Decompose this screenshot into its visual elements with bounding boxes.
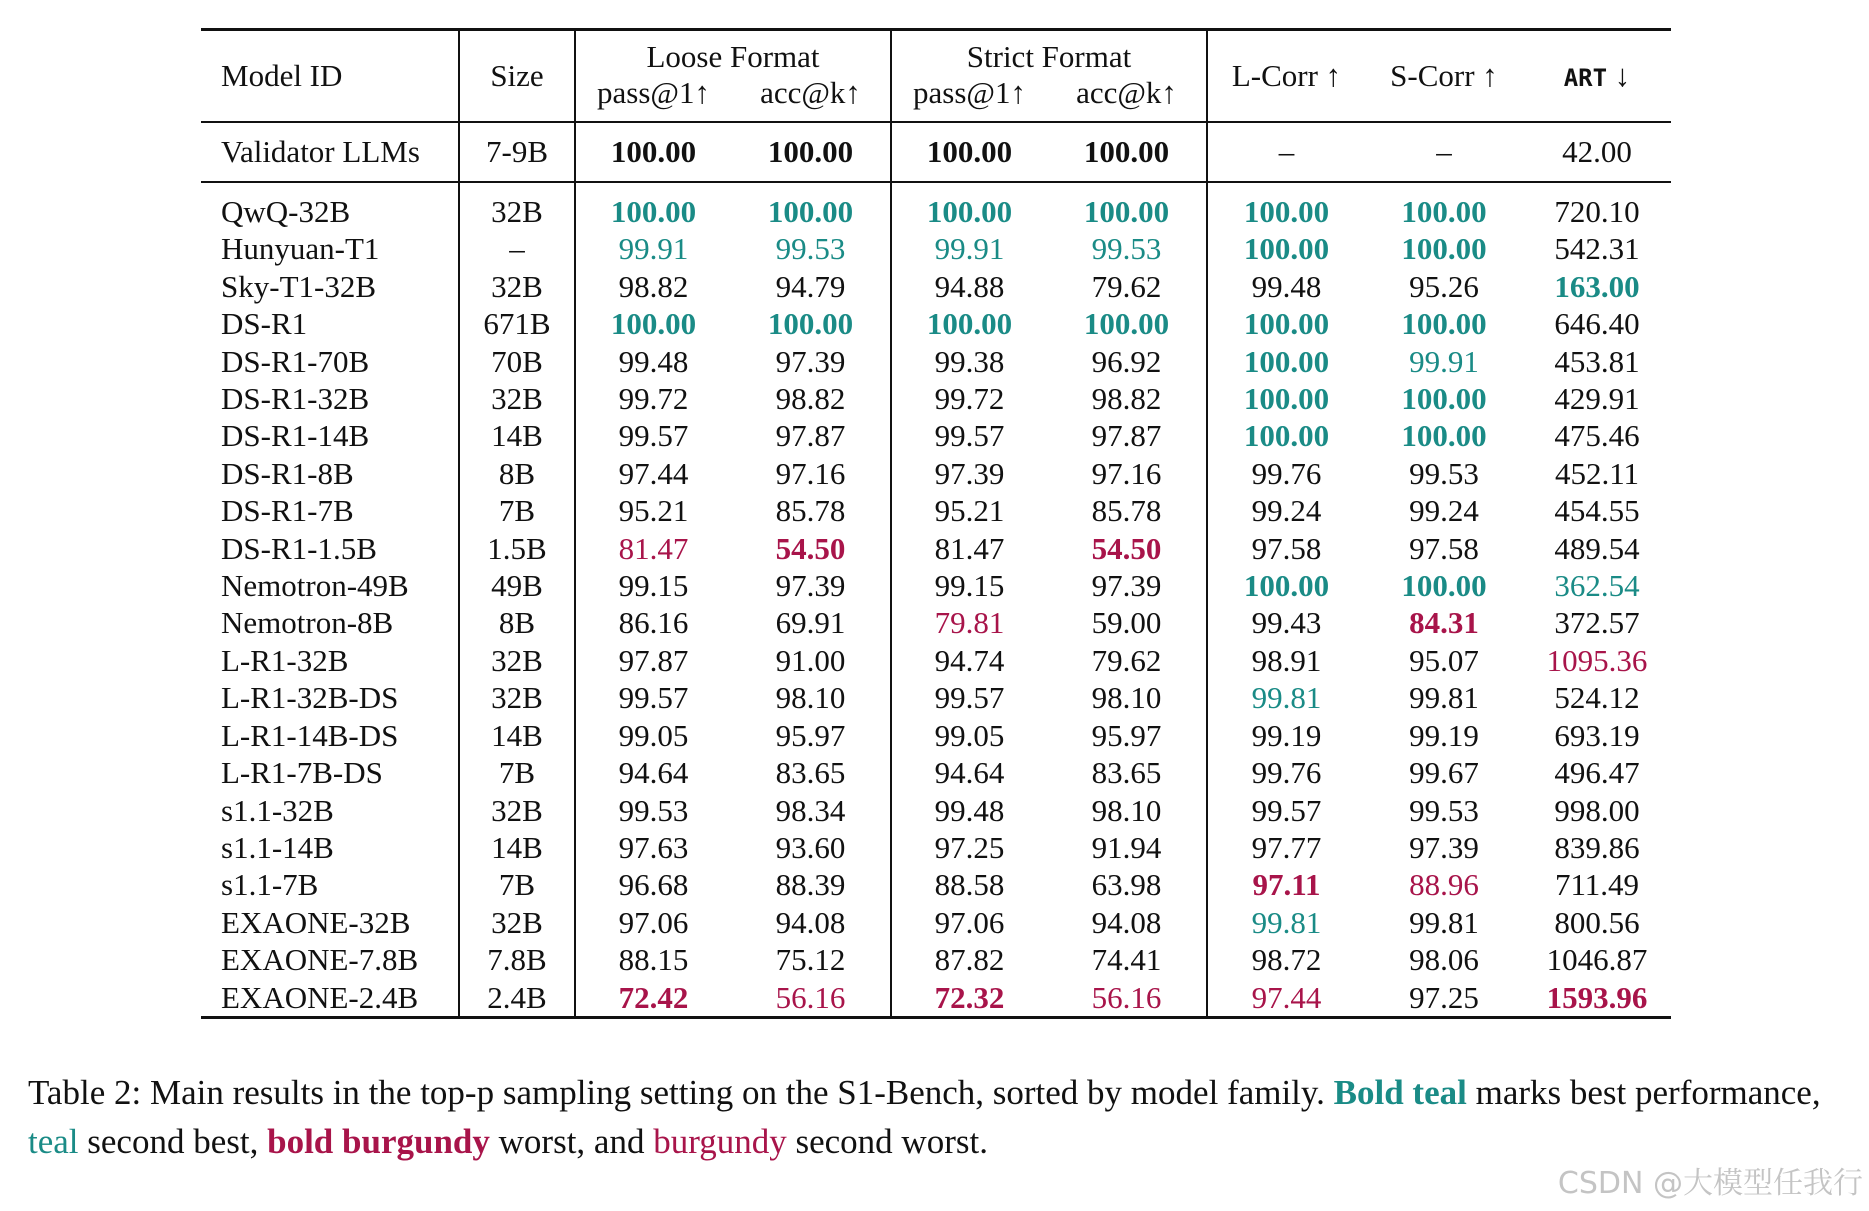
cell-art: 800.56 <box>1554 904 1640 940</box>
caption-bold-burgundy: bold burgundy <box>267 1122 490 1161</box>
validator-loose-pass1: 100.00 <box>610 134 697 169</box>
cell-art: 998.00 <box>1554 792 1640 828</box>
caption-text-5: second worst. <box>786 1122 988 1161</box>
cell-size: 32B <box>459 193 575 230</box>
cell-loose-acck: 69.91 <box>731 604 891 641</box>
cell-loose-pass1: 95.21 <box>618 493 689 529</box>
cell-loose-pass1: 81.47 <box>618 530 689 566</box>
cell-strict-pass1: 72.32 <box>934 979 1005 1015</box>
table-row <box>201 904 1671 941</box>
cell-l-corr: 97.11 <box>1252 867 1321 903</box>
cell-loose-acck: 97.16 <box>731 455 891 492</box>
cell-size: 32B <box>459 268 575 305</box>
caption-teal: teal <box>28 1122 79 1161</box>
cell-size: 49B <box>459 567 575 604</box>
cell-loose-pass1: 86.16 <box>618 605 689 641</box>
cell-s-corr: 84.31 <box>1409 605 1479 641</box>
cell-size: 7.8B <box>459 941 575 978</box>
header-strict-pass1: pass@1↑ <box>913 75 1026 110</box>
cell-art: 496.47 <box>1554 755 1640 791</box>
cell-loose-pass1: 97.44 <box>618 455 689 491</box>
caption-text-1: Table 2: Main results in the top-p sampling setting on the S1-Bench, sorted by model family. <box>28 1073 1334 1112</box>
caption-bold-teal: Bold teal <box>1333 1073 1467 1112</box>
cell-loose-pass1: 96.68 <box>618 867 689 903</box>
cell-strict-pass1: 88.58 <box>934 867 1005 903</box>
cell-art: 475.46 <box>1554 418 1640 454</box>
cell-size: 7B <box>459 492 575 529</box>
caption-text-3: second best, <box>78 1122 268 1161</box>
cell-loose-acck: 94.79 <box>731 268 891 305</box>
cell-loose-pass1: 97.63 <box>618 829 689 865</box>
cell-strict-pass1: 100.00 <box>926 194 1013 229</box>
cell-loose-pass1: 99.57 <box>618 680 689 716</box>
cell-size: 14B <box>459 417 575 454</box>
cell-model: DS-R1 <box>201 305 459 342</box>
cell-loose-acck: 98.10 <box>731 679 891 716</box>
cell-s-corr: 99.19 <box>1409 717 1479 753</box>
cell-art: 711.49 <box>1554 867 1640 903</box>
cell-model: DS-R1-32B <box>201 380 459 417</box>
cell-strict-pass1: 97.06 <box>934 904 1005 940</box>
table-row <box>201 380 1671 417</box>
cell-art: 542.31 <box>1554 231 1640 267</box>
cell-l-corr: 100.00 <box>1243 231 1330 267</box>
spacer-row <box>201 182 1671 193</box>
cell-size: 7B <box>459 866 575 903</box>
cell-loose-acck: 100.00 <box>731 193 891 230</box>
cell-loose-acck: 83.65 <box>731 754 891 791</box>
cell-loose-acck: 75.12 <box>731 941 891 978</box>
cell-size: 8B <box>459 604 575 641</box>
cell-loose-pass1: 98.82 <box>618 268 689 304</box>
caption-text-2: marks best performance, <box>1466 1073 1821 1112</box>
cell-size: 32B <box>459 904 575 941</box>
cell-loose-pass1: 100.00 <box>610 194 697 229</box>
cell-s-corr: 97.25 <box>1409 979 1479 1015</box>
cell-art: 453.81 <box>1554 343 1640 379</box>
caption-burgundy: burgundy <box>653 1122 787 1161</box>
cell-strict-acck: 98.10 <box>1047 679 1207 716</box>
cell-l-corr: 100.00 <box>1243 343 1330 379</box>
cell-strict-acck: 59.00 <box>1047 604 1207 641</box>
cell-s-corr: 99.53 <box>1409 455 1479 491</box>
cell-s-corr: 97.39 <box>1409 829 1479 865</box>
cell-s-corr: 97.58 <box>1409 530 1479 566</box>
cell-strict-acck: 94.08 <box>1047 904 1207 941</box>
cell-strict-acck: 98.82 <box>1047 380 1207 417</box>
cell-strict-pass1: 94.74 <box>934 642 1005 678</box>
header-model-id: Model ID <box>201 30 459 123</box>
table-row <box>201 417 1671 454</box>
cell-art: 720.10 <box>1554 194 1640 229</box>
cell-loose-acck: 88.39 <box>731 866 891 903</box>
cell-strict-acck: 100.00 <box>1047 193 1207 230</box>
cell-loose-acck: 56.16 <box>731 979 891 1018</box>
results-table-container <box>201 28 1671 1019</box>
cell-l-corr: 98.72 <box>1251 942 1322 978</box>
cell-strict-pass1: 99.38 <box>934 343 1005 379</box>
cell-l-corr: 99.48 <box>1251 268 1322 304</box>
cell-strict-acck: 95.97 <box>1047 717 1207 754</box>
cell-strict-acck: 97.87 <box>1047 417 1207 454</box>
cell-size: 32B <box>459 380 575 417</box>
cell-l-corr: 99.19 <box>1251 717 1322 753</box>
cell-l-corr: 99.81 <box>1251 680 1322 716</box>
header-loose-pass1: pass@1↑ <box>597 75 710 110</box>
cell-loose-pass1: 99.57 <box>618 418 689 454</box>
cell-art: 693.19 <box>1554 717 1640 753</box>
cell-s-corr: 100.00 <box>1401 568 1487 604</box>
cell-l-corr: 99.43 <box>1251 605 1322 641</box>
validator-strict-pass1: 100.00 <box>926 134 1013 169</box>
cell-s-corr: 100.00 <box>1401 381 1487 417</box>
cell-l-corr: 100.00 <box>1243 568 1330 604</box>
cell-strict-acck: 99.53 <box>1047 230 1207 267</box>
cell-art: 1593.96 <box>1546 979 1648 1015</box>
cell-l-corr: 97.44 <box>1251 979 1322 1015</box>
table-row <box>201 343 1671 380</box>
table-row <box>201 305 1671 342</box>
cell-s-corr: 99.67 <box>1409 755 1479 791</box>
cell-loose-acck: 95.97 <box>731 717 891 754</box>
cell-loose-pass1: 97.87 <box>618 642 689 678</box>
cell-strict-pass1: 99.15 <box>934 568 1005 604</box>
cell-art: 362.54 <box>1554 568 1640 604</box>
header-strict-format: Strict Format <box>891 30 1207 76</box>
cell-art: 489.54 <box>1554 530 1640 566</box>
cell-s-corr: 100.00 <box>1401 231 1487 267</box>
table-body <box>201 193 1671 1017</box>
cell-strict-acck: 85.78 <box>1047 492 1207 529</box>
cell-strict-acck: 97.39 <box>1047 567 1207 604</box>
cell-s-corr: 99.24 <box>1409 493 1479 529</box>
cell-l-corr: 99.81 <box>1251 904 1322 940</box>
cell-s-corr: 95.07 <box>1409 642 1479 678</box>
cell-size: 8B <box>459 455 575 492</box>
cell-loose-acck: 94.08 <box>731 904 891 941</box>
cell-size: 32B <box>459 642 575 679</box>
results-table <box>201 28 1671 1019</box>
cell-strict-acck: 91.94 <box>1047 829 1207 866</box>
cell-s-corr: 99.81 <box>1409 680 1479 716</box>
cell-strict-pass1: 97.25 <box>934 829 1005 865</box>
cell-s-corr: 99.91 <box>1409 343 1479 379</box>
watermark: CSDN @大模型任我行 <box>1557 1166 1863 1201</box>
validator-strict-acck: 100.00 <box>1047 122 1207 182</box>
cell-model: L-R1-32B <box>201 642 459 679</box>
cell-l-corr: 100.00 <box>1243 381 1330 417</box>
cell-loose-pass1: 100.00 <box>610 306 697 342</box>
cell-strict-pass1: 79.81 <box>934 605 1005 641</box>
cell-size: 70B <box>459 343 575 380</box>
table-row <box>201 754 1671 791</box>
cell-art: 524.12 <box>1554 680 1640 716</box>
cell-loose-acck: 100.00 <box>731 305 891 342</box>
header-art <box>1523 30 1671 123</box>
header-s-corr: S-Corr ↑ <box>1390 58 1498 93</box>
cell-loose-acck: 54.50 <box>731 530 891 567</box>
table-row <box>201 268 1671 305</box>
cell-s-corr: 95.26 <box>1409 268 1479 304</box>
validator-s-corr: – <box>1436 134 1452 169</box>
cell-model: Hunyuan-T1 <box>201 230 459 267</box>
cell-strict-acck: 56.16 <box>1047 979 1207 1018</box>
table-row <box>201 866 1671 903</box>
table-row <box>201 717 1671 754</box>
cell-strict-acck: 98.10 <box>1047 792 1207 829</box>
cell-size: – <box>459 230 575 267</box>
cell-s-corr: 100.00 <box>1401 194 1487 229</box>
validator-size: 7-9B <box>459 122 575 182</box>
cell-size: 32B <box>459 792 575 829</box>
cell-loose-pass1: 99.05 <box>618 717 689 753</box>
cell-l-corr: 99.24 <box>1251 493 1322 529</box>
cell-strict-acck: 63.98 <box>1047 866 1207 903</box>
cell-strict-pass1: 99.48 <box>934 792 1005 828</box>
cell-strict-acck: 100.00 <box>1047 305 1207 342</box>
cell-art: 1095.36 <box>1546 642 1648 678</box>
header-size: Size <box>459 30 575 123</box>
cell-strict-acck: 83.65 <box>1047 754 1207 791</box>
header-l-corr: L-Corr ↑ <box>1231 58 1342 93</box>
cell-strict-acck: 96.92 <box>1047 343 1207 380</box>
cell-s-corr: 98.06 <box>1409 942 1479 978</box>
cell-strict-pass1: 97.39 <box>934 455 1005 491</box>
cell-model: DS-R1-70B <box>201 343 459 380</box>
cell-l-corr: 98.91 <box>1251 642 1322 678</box>
cell-strict-pass1: 95.21 <box>934 493 1005 529</box>
cell-strict-acck: 79.62 <box>1047 268 1207 305</box>
cell-art: 454.55 <box>1554 493 1640 529</box>
cell-art: 839.86 <box>1554 829 1640 865</box>
cell-s-corr: 100.00 <box>1401 306 1487 342</box>
table-row <box>201 455 1671 492</box>
cell-l-corr: 100.00 <box>1243 194 1330 229</box>
table-row <box>201 829 1671 866</box>
cell-strict-pass1: 99.91 <box>934 231 1005 267</box>
cell-model: L-R1-32B-DS <box>201 679 459 716</box>
cell-size: 14B <box>459 829 575 866</box>
table-caption <box>28 1068 1848 1166</box>
cell-model: Nemotron-8B <box>201 604 459 641</box>
cell-size: 671B <box>459 305 575 342</box>
cell-l-corr: 99.76 <box>1251 455 1322 491</box>
cell-size: 1.5B <box>459 530 575 567</box>
cell-model: DS-R1-14B <box>201 417 459 454</box>
cell-model: EXAONE-7.8B <box>201 941 459 978</box>
cell-loose-pass1: 97.06 <box>618 904 689 940</box>
cell-size: 2.4B <box>459 979 575 1018</box>
cell-s-corr: 99.81 <box>1409 904 1479 940</box>
cell-art: 372.57 <box>1554 605 1640 641</box>
cell-model: s1.1-7B <box>201 866 459 903</box>
cell-l-corr: 99.57 <box>1251 792 1322 828</box>
cell-loose-pass1: 99.15 <box>618 568 689 604</box>
cell-l-corr: 97.77 <box>1251 829 1322 865</box>
cell-l-corr: 100.00 <box>1243 418 1330 454</box>
header-loose-acck: acc@k↑ <box>731 75 891 122</box>
cell-s-corr: 99.53 <box>1409 792 1479 828</box>
cell-loose-acck: 93.60 <box>731 829 891 866</box>
cell-model: EXAONE-2.4B <box>201 979 459 1018</box>
cell-strict-pass1: 99.72 <box>934 381 1005 417</box>
cell-size: 32B <box>459 679 575 716</box>
validator-row <box>201 122 1671 182</box>
cell-strict-pass1: 94.88 <box>934 268 1005 304</box>
cell-model: DS-R1-7B <box>201 492 459 529</box>
cell-model: L-R1-14B-DS <box>201 717 459 754</box>
table-row <box>201 604 1671 641</box>
table-row <box>201 792 1671 829</box>
cell-model: EXAONE-32B <box>201 904 459 941</box>
cell-loose-pass1: 99.72 <box>618 381 689 417</box>
cell-strict-pass1: 94.64 <box>934 755 1005 791</box>
cell-model: DS-R1-8B <box>201 455 459 492</box>
cell-art: 646.40 <box>1554 306 1640 342</box>
cell-loose-acck: 97.39 <box>731 343 891 380</box>
header-art-arrow: ↓ <box>1607 58 1631 93</box>
cell-art: 1046.87 <box>1546 942 1648 978</box>
table-row <box>201 530 1671 567</box>
cell-size: 14B <box>459 717 575 754</box>
table-row <box>201 979 1671 1018</box>
cell-art: 452.11 <box>1554 455 1640 491</box>
cell-loose-acck: 85.78 <box>731 492 891 529</box>
cell-loose-pass1: 99.53 <box>618 792 689 828</box>
table-row <box>201 642 1671 679</box>
header-strict-acck: acc@k↑ <box>1047 75 1207 122</box>
cell-strict-pass1: 81.47 <box>934 530 1005 566</box>
cell-strict-acck: 97.16 <box>1047 455 1207 492</box>
cell-loose-acck: 97.87 <box>731 417 891 454</box>
cell-loose-pass1: 88.15 <box>618 942 689 978</box>
cell-strict-pass1: 99.57 <box>934 680 1005 716</box>
cell-model: L-R1-7B-DS <box>201 754 459 791</box>
cell-s-corr: 88.96 <box>1409 867 1479 903</box>
cell-model: Sky-T1-32B <box>201 268 459 305</box>
validator-model: Validator LLMs <box>201 122 459 182</box>
cell-strict-pass1: 100.00 <box>926 306 1013 342</box>
cell-l-corr: 97.58 <box>1251 530 1322 566</box>
cell-l-corr: 100.00 <box>1243 306 1330 342</box>
table-row <box>201 230 1671 267</box>
cell-loose-acck: 97.39 <box>731 567 891 604</box>
cell-size: 7B <box>459 754 575 791</box>
validator-art: 42.00 <box>1562 134 1632 169</box>
cell-strict-pass1: 99.57 <box>934 418 1005 454</box>
cell-loose-acck: 91.00 <box>731 642 891 679</box>
caption-text-4: worst, and <box>489 1122 654 1161</box>
header-loose-format: Loose Format <box>575 30 891 76</box>
validator-loose-acck: 100.00 <box>731 122 891 182</box>
validator-l-corr: – <box>1278 134 1295 169</box>
table-row <box>201 492 1671 529</box>
cell-l-corr: 99.76 <box>1251 755 1322 791</box>
cell-loose-acck: 98.82 <box>731 380 891 417</box>
cell-art: 163.00 <box>1554 268 1640 304</box>
header-row-1 <box>201 30 1671 76</box>
table-row <box>201 193 1671 230</box>
cell-model: QwQ-32B <box>201 193 459 230</box>
cell-strict-acck: 79.62 <box>1047 642 1207 679</box>
cell-strict-pass1: 87.82 <box>934 942 1005 978</box>
cell-model: s1.1-32B <box>201 792 459 829</box>
cell-loose-pass1: 99.48 <box>618 343 689 379</box>
cell-strict-acck: 74.41 <box>1047 941 1207 978</box>
cell-model: DS-R1-1.5B <box>201 530 459 567</box>
cell-loose-pass1: 72.42 <box>618 979 689 1015</box>
cell-model: Nemotron-49B <box>201 567 459 604</box>
table-row <box>201 941 1671 978</box>
table-row <box>201 567 1671 604</box>
table-row <box>201 679 1671 716</box>
cell-strict-acck: 54.50 <box>1047 530 1207 567</box>
cell-model: s1.1-14B <box>201 829 459 866</box>
cell-loose-acck: 98.34 <box>731 792 891 829</box>
cell-s-corr: 100.00 <box>1401 418 1487 454</box>
cell-loose-acck: 99.53 <box>731 230 891 267</box>
cell-loose-pass1: 94.64 <box>618 755 689 791</box>
cell-loose-pass1: 99.91 <box>618 231 689 267</box>
header-art-name: ART <box>1563 64 1608 92</box>
cell-art: 429.91 <box>1554 381 1640 417</box>
cell-strict-pass1: 99.05 <box>934 717 1005 753</box>
